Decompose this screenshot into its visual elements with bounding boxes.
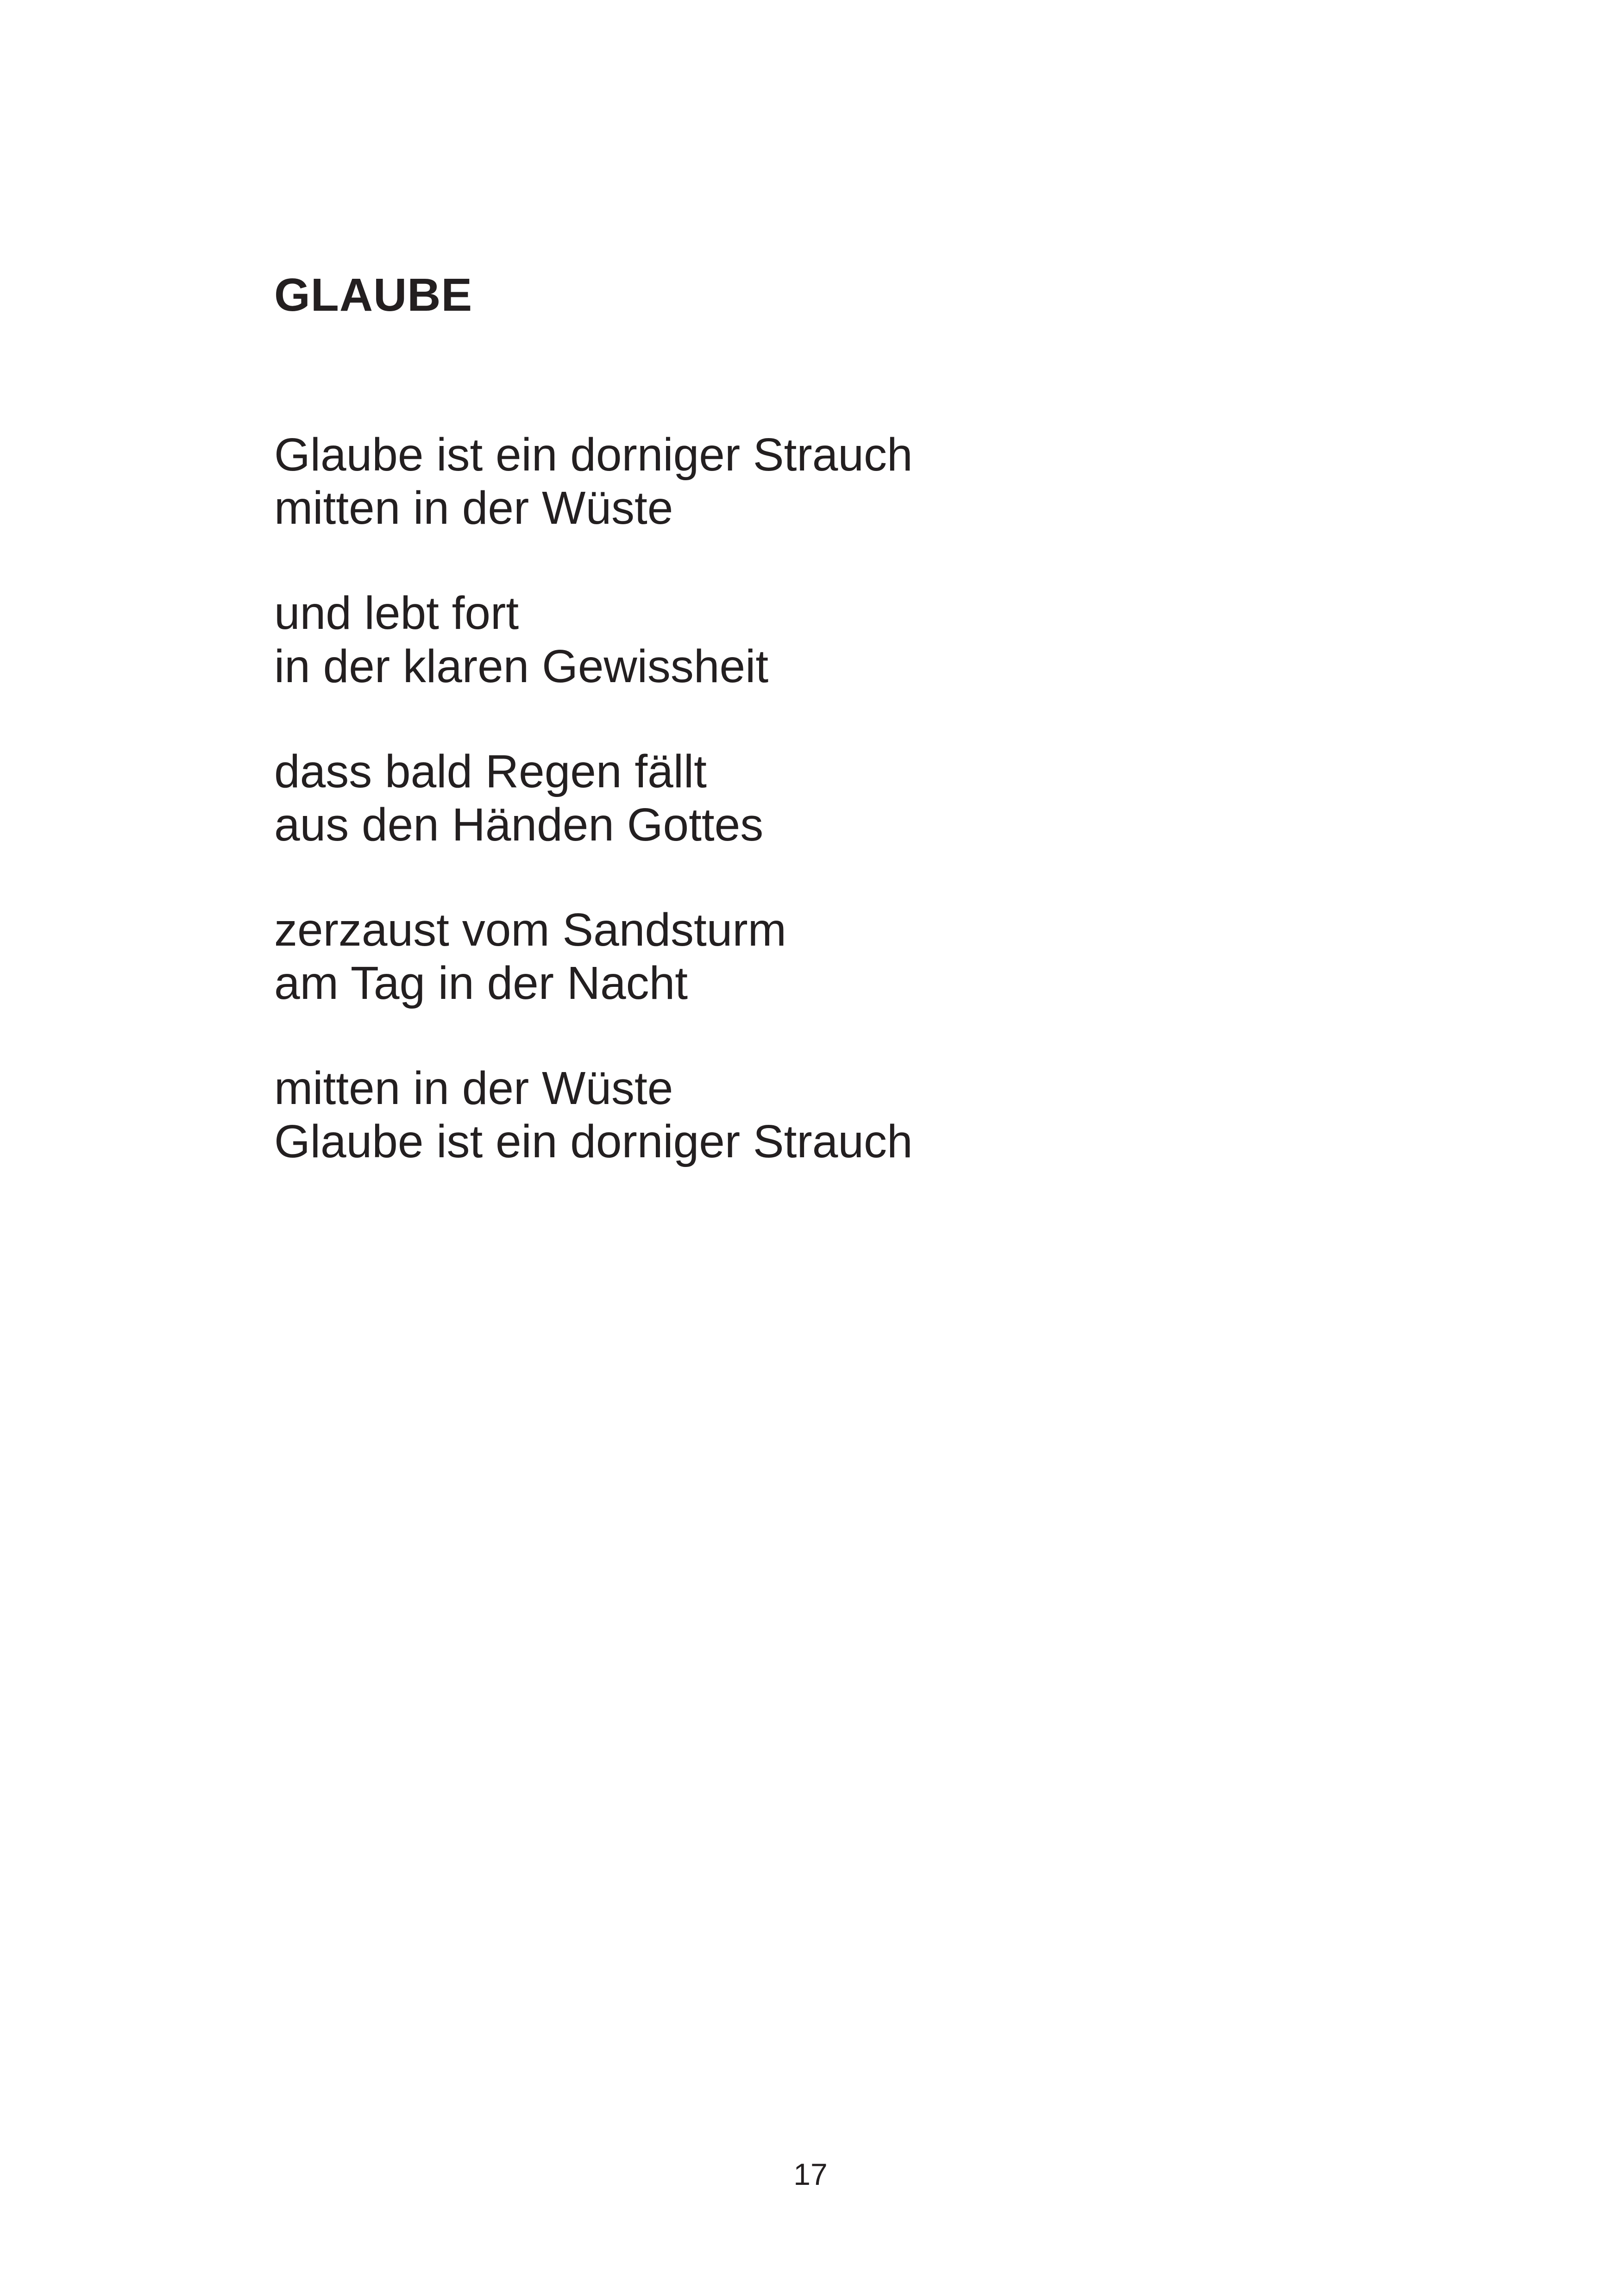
poem-line: mitten in der Wüste bbox=[274, 482, 673, 534]
page-number: 17 bbox=[793, 2157, 828, 2191]
poem-line: aus den Händen Gottes bbox=[274, 799, 764, 851]
poem-title: GLAUBE bbox=[274, 269, 473, 321]
poem-line: in der klaren Gewissheit bbox=[274, 640, 769, 692]
poem-line: am Tag in der Nacht bbox=[274, 957, 688, 1009]
poem-line: mitten in der Wüste bbox=[274, 1062, 673, 1114]
poem-line: Glaube ist ein dorniger Strauch bbox=[274, 429, 913, 481]
poem-line: und lebt fort bbox=[274, 587, 519, 639]
poem-line: zerzaust vom Sandsturm bbox=[274, 904, 786, 956]
poem-line: dass bald Regen fällt bbox=[274, 746, 707, 797]
poem-line: Glaube ist ein dorniger Strauch bbox=[274, 1116, 913, 1167]
stanza bbox=[274, 587, 1386, 693]
stanza bbox=[274, 1062, 1386, 1168]
stanza bbox=[274, 903, 1386, 1010]
poem bbox=[274, 269, 1386, 1168]
stanza bbox=[274, 745, 1386, 852]
stanza bbox=[274, 428, 1386, 535]
